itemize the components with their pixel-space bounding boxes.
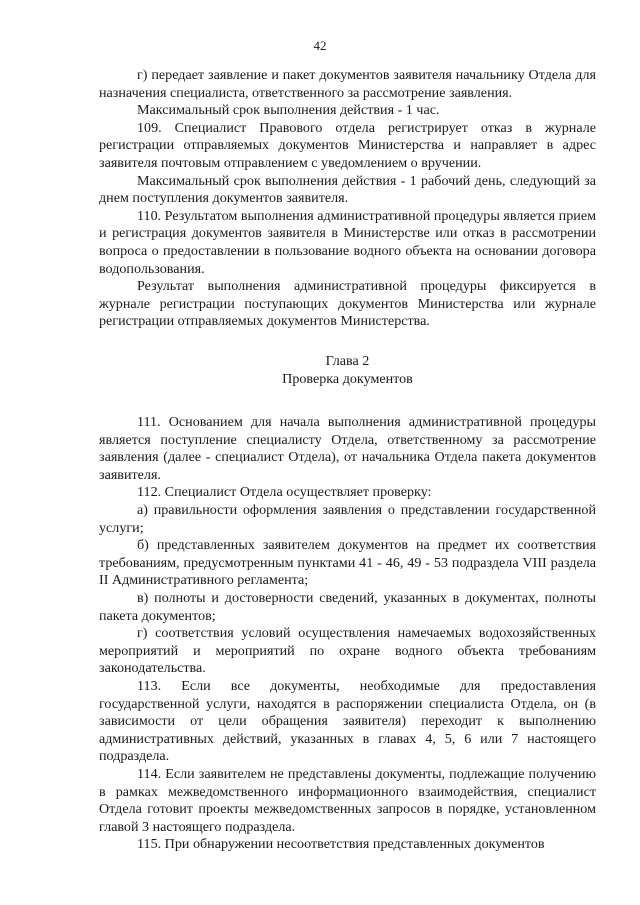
paragraph-113: 113. Если все документы, необходимые для предоставления государственной услуги, находятся в распоряжении специалиста Отдела, он (в зависимости от цели обращения заявителя) переходит к выполнению административных действий, указанных в главах 4, 5, 6 или 7 настоящего подраздела. (99, 678, 596, 765)
paragraph-114: 114. Если заявителем не представлены документы, подлежащие получению в рамках межведомственного информационного взаимодействия, специалист Отдела готовит проекты межведомственных запросов в порядке, установленном главой 3 настоящего подраздела. (99, 765, 596, 835)
paragraph-110: 110. Результатом выполнения административной процедуры является прием и регистрация документов заявителя в Министерстве или отказ в рассмотрении вопроса о предоставлении в пользование водного объекта на основании договора водопользования. (99, 207, 596, 277)
paragraph-result-recorded: Результат выполнения административной процедуры фиксируется в журнале регистрации поступающих документов Министерства или журнале регистрации отправляемых документов Министерства. (99, 278, 596, 330)
paragraph-transfer-to-head: г) передает заявление и пакет документов заявителя начальнику Отдела для назначения специалиста, ответственного за рассмотрение заявления. (99, 67, 596, 101)
paragraph-112-v: в) полноты и достоверности сведений, указанных в документах, полноты пакета документов; (99, 590, 596, 624)
paragraph-112-b: б) представленных заявителем документов на предмет их соответствия требованиям, предусмотренным пунктами 41 - 46, 49 - 53 подраздела VIII раздела II Административного регламента; (99, 537, 596, 589)
page-number: 42 (313, 38, 327, 53)
chapter-number: Глава 2 (325, 352, 370, 369)
document-body (99, 67, 596, 854)
paragraph-112-a: а) правильности оформления заявления о представлении государственной услуги; (99, 502, 596, 536)
chapter-title: Проверка документов (282, 370, 413, 387)
paragraph-max-time-1-hour: Максимальный срок выполнения действия - 1 час. (137, 102, 440, 119)
paragraph-112-g: г) соответствия условий осуществления намечаемых водохозяйственных мероприятий и мероприятий по охране водного объекта требованиям законодательства. (99, 625, 596, 677)
paragraph-111: 111. Основанием для начала выполнения административной процедуры является поступление специалисту Отдела, ответственному за рассмотрение заявления (далее - специалист Отдела), от начальника Отдела пакета документов заявителя. (99, 414, 596, 483)
paragraph-max-time-1-day: Максимальный срок выполнения действия - 1 рабочий день, следующий за днем поступления документов заявителя. (99, 172, 596, 207)
paragraph-112: 112. Специалист Отдела осуществляет проверку: (137, 484, 432, 501)
paragraph-109: 109. Специалист Правового отдела регистрирует отказ в журнале регистрации отправляемых документов Министерства и направляет в адрес заявителя почтовым отправлением с уведомлением о вручении. (99, 119, 596, 171)
paragraph-115: 115. При обнаружении несоответствия представленных документов (137, 836, 545, 853)
